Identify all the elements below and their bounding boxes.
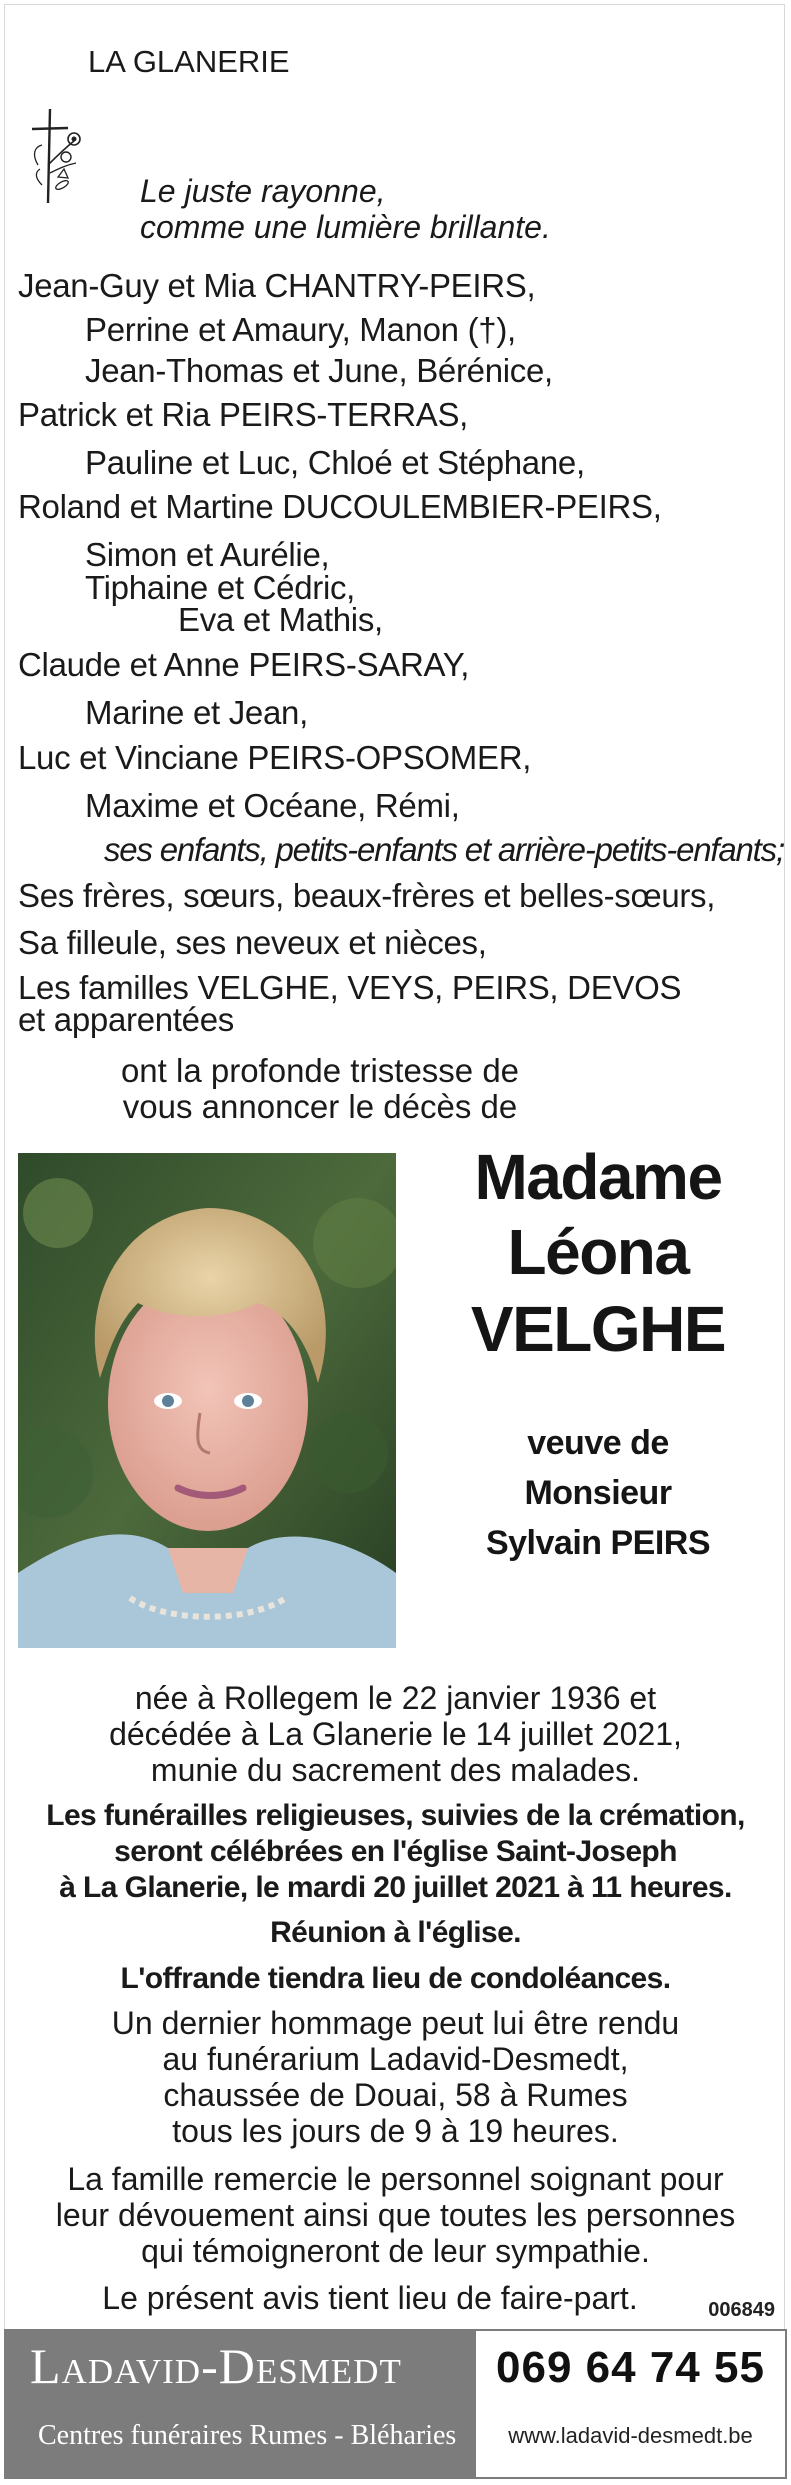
family-line: Roland et Martine DUCOULEMBIER-PEIRS, <box>18 488 662 525</box>
family-line: Jean-Guy et Mia CHANTRY-PEIRS, <box>18 267 536 304</box>
family-line: Luc et Vinciane PEIRS-OPSOMER, <box>18 739 532 776</box>
family-line: Claude et Anne PEIRS-SARAY, <box>18 646 470 683</box>
family-line: Les familles VELGHE, VEYS, PEIRS, DEVOS <box>18 969 682 1006</box>
funeral-line: L'offrande tiendra lieu de condoléances. <box>120 1962 671 1995</box>
cross-with-flowers-icon <box>22 105 92 205</box>
brand-name: Ladavid-Desmedt <box>30 2338 402 2394</box>
family-summary: ses enfants, petits-enfants et arrière-petits-enfants; <box>104 831 784 868</box>
family-line: Tiphaine et Cédric, <box>85 569 356 606</box>
thanks-line: La famille remercie le personnel soignant pour <box>67 2161 724 2197</box>
funeral-line: à La Glanerie, le mardi 20 juillet 2021 à 11 heures. <box>59 1871 732 1904</box>
deceased-first-name: Léona <box>507 1216 689 1288</box>
announcement-line: vous annoncer le décès de <box>122 1088 518 1125</box>
details-line: décédée à La Glanerie le 14 juillet 2021, <box>109 1716 682 1752</box>
quote-line-1: Le juste rayonne, <box>140 173 386 209</box>
family-line: Marine et Jean, <box>85 694 308 731</box>
reference-number: 006849 <box>708 2299 775 2321</box>
family-line: Pauline et Luc, Chloé et Stéphane, <box>85 444 585 481</box>
family-line: Ses frères, sœurs, beaux-frères et belles-sœurs, <box>18 877 716 914</box>
thanks-line: Le présent avis tient lieu de faire-part. <box>102 2280 638 2316</box>
widow-line: veuve de <box>527 1424 669 1462</box>
tribute-line: chaussée de Douai, 58 à Rumes <box>163 2077 628 2113</box>
family-line: Perrine et Amaury, Manon (†), <box>85 311 516 348</box>
funeral-line: seront célébrées en l'église Saint-Joseph <box>114 1835 677 1868</box>
announcement-line: ont la profonde tristesse de <box>120 1052 520 1089</box>
family-line: Eva et Mathis, <box>178 601 383 638</box>
website-link[interactable]: www.ladavid-desmedt.be <box>508 2423 753 2448</box>
portrait-photo <box>18 1153 396 1648</box>
family-line: Patrick et Ria PEIRS-TERRAS, <box>18 396 469 433</box>
deceased-last-name: VELGHE <box>470 1293 726 1365</box>
tribute-line: au funérarium Ladavid-Desmedt, <box>162 2041 629 2077</box>
phone-number[interactable]: 069 64 74 55 <box>496 2343 765 2392</box>
family-line: Maxime et Océane, Rémi, <box>85 787 460 824</box>
funeral-line: Les funérailles religieuses, suivies de la crémation, <box>46 1799 745 1832</box>
thanks-line: qui témoigneront de leur sympathie. <box>141 2233 650 2269</box>
family-line: et apparentées <box>18 1001 234 1038</box>
tribute-line: Un dernier hommage peut lui être rendu <box>111 2005 680 2041</box>
family-line: Sa filleule, ses neveux et nièces, <box>18 924 487 961</box>
funeral-line: Réunion à l'église. <box>270 1916 521 1949</box>
deceased-title: Madame <box>474 1141 722 1213</box>
place-name: LA GLANERIE <box>88 44 290 79</box>
details-line: née à Rollegem le 22 janvier 1936 et <box>134 1680 657 1716</box>
tribute-line: tous les jours de 9 à 19 heures. <box>172 2113 619 2149</box>
widow-line: Sylvain PEIRS <box>485 1524 711 1562</box>
family-line: Jean-Thomas et June, Bérénice, <box>85 352 553 389</box>
details-line: munie du sacrement des malades. <box>150 1752 641 1788</box>
brand-subtitle: Centres funéraires Rumes - Bléharies <box>38 2420 457 2451</box>
widow-line: Monsieur <box>524 1474 672 1512</box>
thanks-line: leur dévouement ainsi que toutes les personnes <box>55 2197 736 2233</box>
quote-line-2: comme une lumière brillante. <box>140 209 551 245</box>
family-line: Simon et Aurélie, <box>85 536 330 573</box>
